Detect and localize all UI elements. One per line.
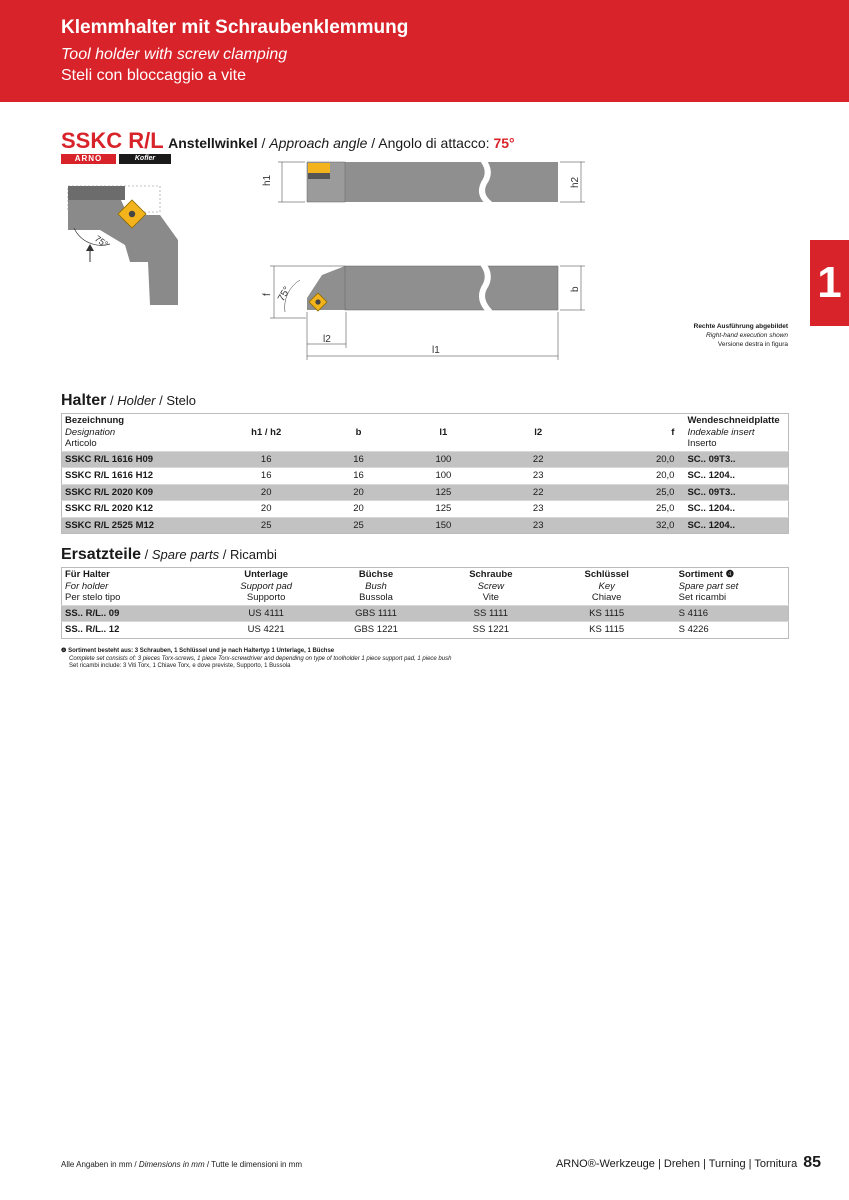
- spares-table-header: Für Halter For holder Per stelo tipo Unterlage Support pad Supporto Büchse Bush Bussola Schraube Screw Vite Schlüssel Key Chiave Sortiment ❹ Spare part set Set ricambi: [65, 569, 739, 603]
- table-row: SS.. R/L.. 09 US 4111 GBS 1111 SS 1111 KS 1115 S 4116: [62, 605, 789, 622]
- table-row: SSKC R/L 2020 K12 20 20 125 23 25,0 SC.. 1204..: [62, 501, 789, 518]
- detail-view: [68, 186, 178, 305]
- side-angle-label: 75°: [276, 284, 294, 304]
- label-b: b: [570, 286, 581, 292]
- kofler-logo: Kofler: [119, 154, 171, 164]
- label-l1: l1: [432, 345, 440, 356]
- footer-units-note: Alle Angaben in mm / Dimensions in mm / Tutte le dimensioni in mm: [61, 1160, 303, 1169]
- footnote-mark: ❹: [725, 569, 735, 580]
- detail-angle-label: 75°: [92, 233, 110, 250]
- spares-table: [61, 567, 789, 639]
- footer-section-path: ARNO®-Werkzeuge | Drehen | Turning | Tornitura: [555, 1158, 798, 1170]
- holder-table: [61, 413, 789, 534]
- angle-value: 75°: [493, 135, 515, 151]
- holder-section-title: Halter / Holder / Stelo: [61, 392, 196, 409]
- table-row: SSKC R/L 1616 H12 16 16 100 23 20,0 SC.. 1204..: [62, 468, 789, 485]
- page-number: 85: [803, 1154, 821, 1171]
- execution-note: Rechte Ausführung abgebildet Right-hand execution shown Versione destra in figura: [693, 323, 788, 348]
- angle-label-en: Approach angle: [269, 135, 368, 151]
- product-title: SSKC R/L Anstellwinkel / Approach angle / Angolo di attacco: 75°: [61, 128, 515, 153]
- header-title-en: Tool holder with screw clamping: [61, 46, 288, 63]
- top-view: [262, 160, 585, 204]
- label-l2: l2: [323, 334, 331, 345]
- label-h2: h2: [570, 176, 581, 188]
- arno-logo: ARNO: [61, 154, 116, 164]
- footer-breadcrumb: [556, 1154, 821, 1172]
- product-code: SSKC R/L: [61, 128, 164, 153]
- angle-label-it: Angolo di attacco:: [378, 135, 490, 151]
- holder-table-header: Bezeichnung Designation Articolo h1 / h2 b l1 l2 f Wendeschneidplatte Indexable insert Inserto: [65, 415, 780, 449]
- label-h1: h1: [262, 174, 273, 186]
- header-title-it: Steli con bloccaggio a vite: [61, 67, 246, 84]
- table-row: SSKC R/L 2020 K09 20 20 125 22 25,0 SC.. 09T3..: [62, 484, 789, 501]
- table-row: SSKC R/L 1616 H09 16 16 100 22 20,0 SC.. 09T3..: [62, 451, 789, 468]
- header-title-de: Klemmhalter mit Schraubenklemmung: [61, 17, 409, 38]
- label-f: f: [262, 293, 273, 296]
- side-view: [262, 264, 585, 360]
- table-row: SS.. R/L.. 12 US 4221 GBS 1221 SS 1221 KS 1115 S 4226: [62, 622, 789, 639]
- table-row: SSKC R/L 2525 M12 25 25 150 23 32,0 SC.. 1204..: [62, 517, 789, 534]
- angle-label-de: Anstellwinkel: [168, 135, 258, 151]
- spare-set-footnote: ❹ Sortiment besteht aus: 3 Schrauben, 1 Schlüssel und je nach Haltertyp 1 Unterlage, 1 Büchse Complete set consists of: 3 pieces Torx-screws, 1 piece Torx-screwdriver and depending on type of toolholder 1 piece support pad, 1 piece bush Set ricambi include: 3 Viti Torx, 1 Chiave Torx, e dove previste, Supporto, 1 Bussola: [61, 648, 452, 670]
- spares-section-title: Ersatzteile / Spare parts / Ricambi: [61, 546, 277, 563]
- technical-drawing: [0, 0, 849, 370]
- chapter-tab: 1: [810, 240, 849, 326]
